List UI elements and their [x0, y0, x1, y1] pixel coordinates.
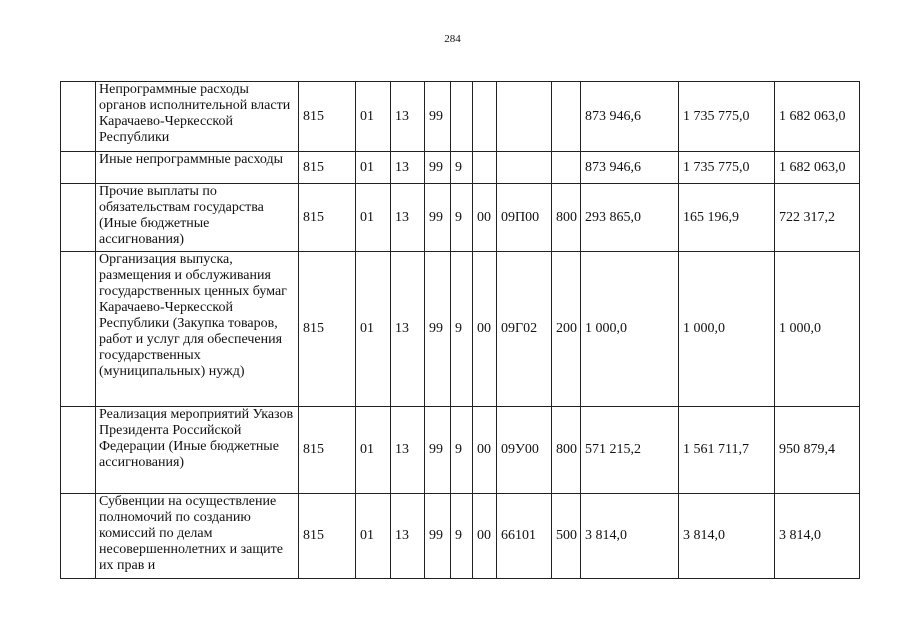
amount-year3-cell: 1 682 063,0 — [775, 82, 860, 152]
program-cell: 99 — [425, 407, 451, 494]
grbs-cell: 815 — [299, 152, 356, 184]
section-cell: 01 — [356, 407, 391, 494]
row-number-cell — [61, 82, 96, 152]
program-cell: 99 — [425, 152, 451, 184]
group-cell — [473, 152, 497, 184]
group-cell: 00 — [473, 252, 497, 407]
subprogram-cell: 9 — [451, 494, 473, 579]
row-number-cell — [61, 152, 96, 184]
subprogram-cell: 9 — [451, 152, 473, 184]
budget-table — [60, 81, 860, 579]
table-row — [61, 252, 860, 407]
amount-year2-cell: 165 196,9 — [679, 184, 775, 252]
amount-year2-cell: 3 814,0 — [679, 494, 775, 579]
direction-cell: 09П00 — [497, 184, 552, 252]
subprogram-cell — [451, 82, 473, 152]
amount-year1-cell: 1 000,0 — [581, 252, 679, 407]
amount-year3-cell: 722 317,2 — [775, 184, 860, 252]
grbs-cell: 815 — [299, 82, 356, 152]
subprogram-cell: 9 — [451, 184, 473, 252]
section-cell: 01 — [356, 184, 391, 252]
subsection-cell: 13 — [391, 252, 425, 407]
row-number-cell — [61, 494, 96, 579]
table-row — [61, 152, 860, 184]
subsection-cell: 13 — [391, 407, 425, 494]
program-cell: 99 — [425, 494, 451, 579]
amount-year3-cell: 1 682 063,0 — [775, 152, 860, 184]
table-row — [61, 184, 860, 252]
amount-year2-cell: 1 735 775,0 — [679, 152, 775, 184]
row-name-cell: Прочие выплаты по обязательствам государства (Иные бюджетные ассигнования) — [96, 184, 299, 252]
amount-year1-cell: 873 946,6 — [581, 82, 679, 152]
amount-year1-cell: 571 215,2 — [581, 407, 679, 494]
subsection-cell: 13 — [391, 184, 425, 252]
expense-type-cell: 800 — [552, 407, 581, 494]
amount-year3-cell: 950 879,4 — [775, 407, 860, 494]
group-cell — [473, 82, 497, 152]
program-cell: 99 — [425, 82, 451, 152]
direction-cell: 66101 — [497, 494, 552, 579]
expense-type-cell: 500 — [552, 494, 581, 579]
row-number-cell — [61, 252, 96, 407]
direction-cell: 09Г02 — [497, 252, 552, 407]
row-name-cell: Непрограммные расходы органов исполнительной власти Карачаево-Черкесской Республики — [96, 82, 299, 152]
section-cell: 01 — [356, 152, 391, 184]
subsection-cell: 13 — [391, 152, 425, 184]
section-cell: 01 — [356, 252, 391, 407]
direction-cell — [497, 82, 552, 152]
amount-year2-cell: 1 000,0 — [679, 252, 775, 407]
amount-year3-cell: 1 000,0 — [775, 252, 860, 407]
group-cell: 00 — [473, 407, 497, 494]
row-number-cell — [61, 184, 96, 252]
grbs-cell: 815 — [299, 494, 356, 579]
amount-year1-cell: 3 814,0 — [581, 494, 679, 579]
section-cell: 01 — [356, 82, 391, 152]
row-number-cell — [61, 407, 96, 494]
group-cell: 00 — [473, 184, 497, 252]
group-cell: 00 — [473, 494, 497, 579]
expense-type-cell — [552, 152, 581, 184]
grbs-cell: 815 — [299, 252, 356, 407]
section-cell: 01 — [356, 494, 391, 579]
amount-year3-cell: 3 814,0 — [775, 494, 860, 579]
expense-type-cell: 800 — [552, 184, 581, 252]
row-name-cell: Организация выпуска, размещения и обслуживания государственных ценных бумаг Карачаево-Черкесской Республики (Закупка товаров, работ и услуг для обеспечения государственных (муниципальных) нужд) — [96, 252, 299, 407]
row-name-cell: Иные непрограммные расходы — [96, 152, 299, 184]
expense-type-cell: 200 — [552, 252, 581, 407]
expense-type-cell — [552, 82, 581, 152]
subsection-cell: 13 — [391, 494, 425, 579]
grbs-cell: 815 — [299, 184, 356, 252]
subprogram-cell: 9 — [451, 407, 473, 494]
subprogram-cell: 9 — [451, 252, 473, 407]
budget-table-body — [61, 82, 860, 579]
amount-year2-cell: 1 735 775,0 — [679, 82, 775, 152]
subsection-cell: 13 — [391, 82, 425, 152]
program-cell: 99 — [425, 184, 451, 252]
page-number: 284 — [444, 33, 461, 45]
program-cell: 99 — [425, 252, 451, 407]
grbs-cell: 815 — [299, 407, 356, 494]
row-name-cell: Реализация мероприятий Указов Президента Российской Федерации (Иные бюджетные ассигнования) — [96, 407, 299, 494]
direction-cell: 09У00 — [497, 407, 552, 494]
amount-year1-cell: 293 865,0 — [581, 184, 679, 252]
table-row — [61, 407, 860, 494]
direction-cell — [497, 152, 552, 184]
table-row — [61, 494, 860, 579]
row-name-cell: Субвенции на осуществление полномочий по созданию комиссий по делам несовершеннолетних и защите их прав и — [96, 494, 299, 579]
amount-year2-cell: 1 561 711,7 — [679, 407, 775, 494]
table-row — [61, 82, 860, 152]
amount-year1-cell: 873 946,6 — [581, 152, 679, 184]
